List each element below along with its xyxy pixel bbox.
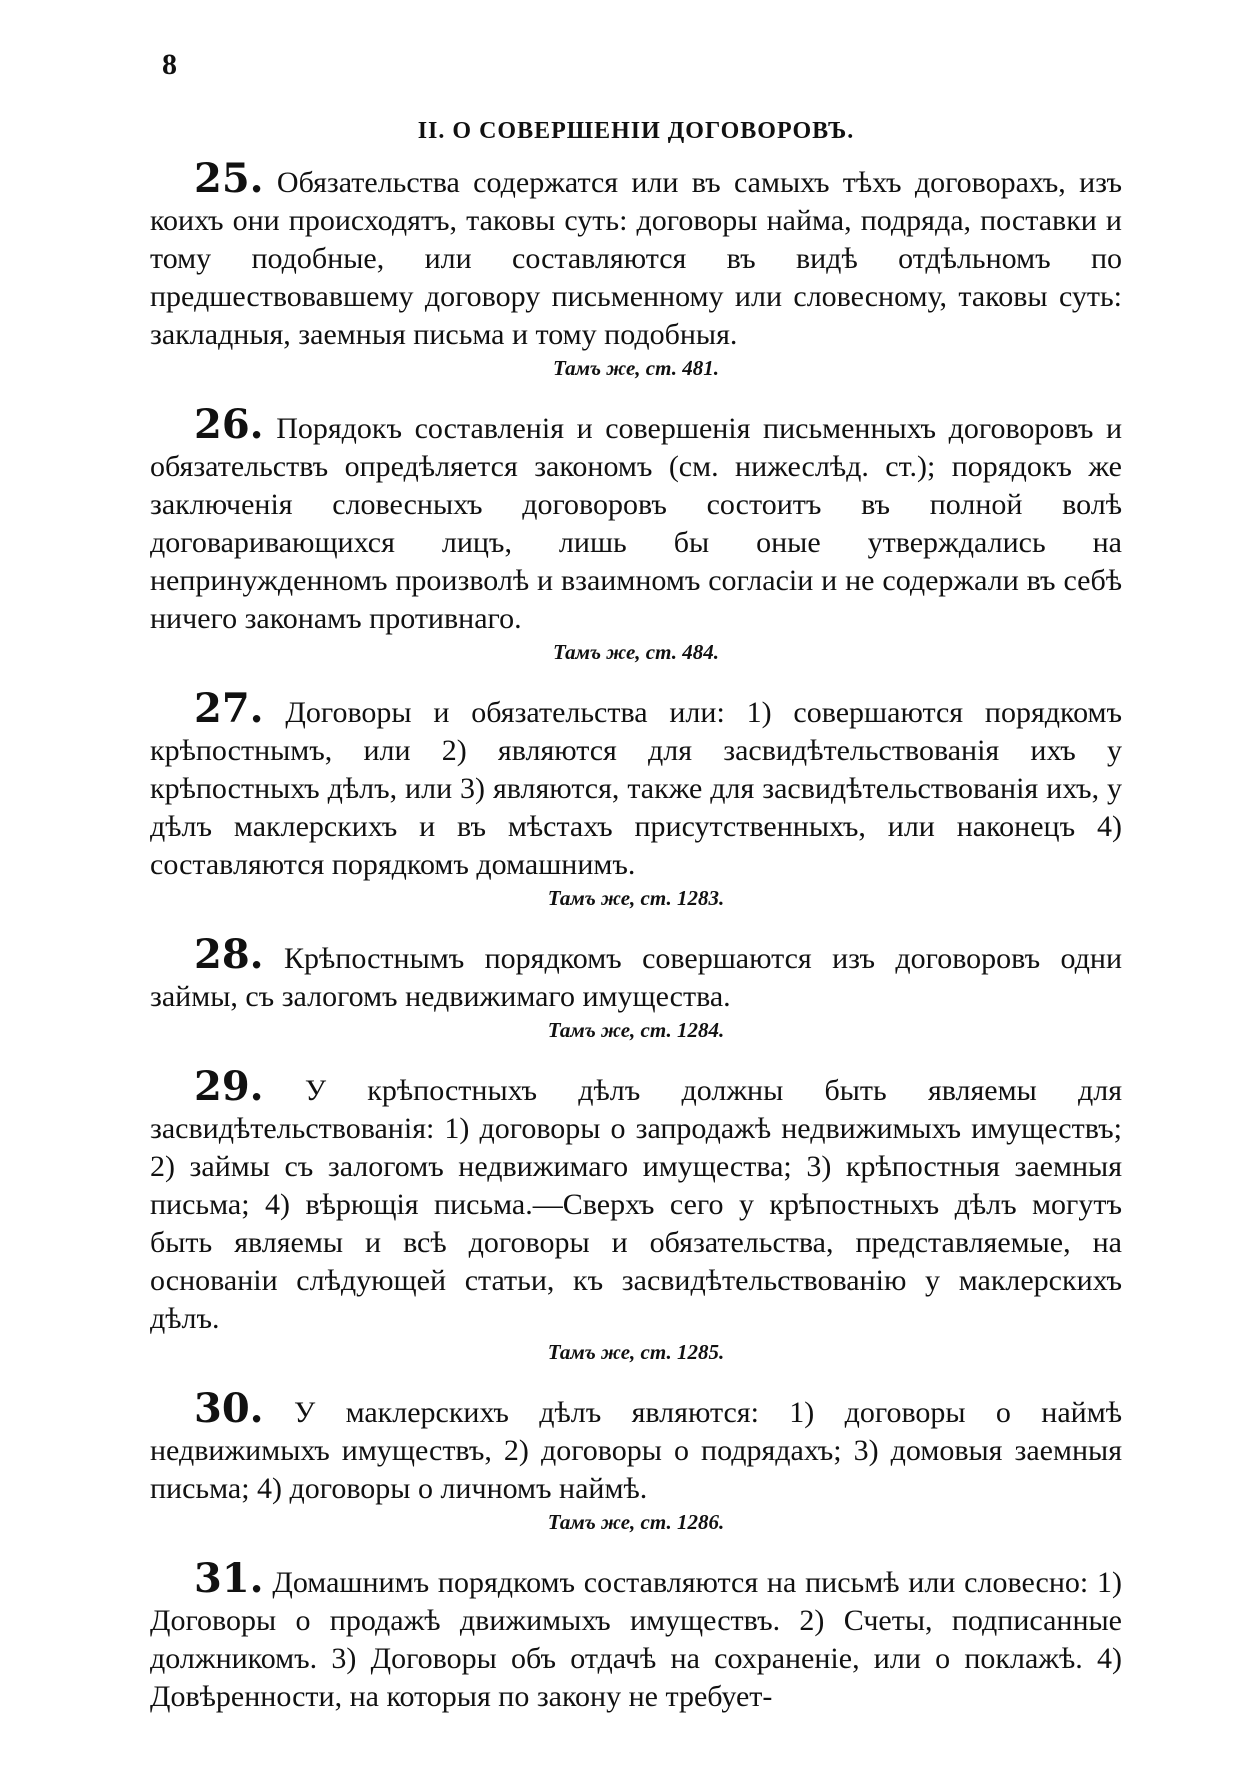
article-25 [150, 155, 1123, 382]
article-number: 26. [194, 401, 264, 448]
article-paragraph [150, 931, 1122, 1016]
article-number: 30. [194, 1385, 264, 1432]
article-31 [150, 1555, 1123, 1716]
article-26 [150, 401, 1123, 666]
article-source: Тамъ же, ст. 1283. [547, 886, 725, 910]
article-text: Договоры и обязательства или: 1) совершаются порядкомъ крѣпостнымъ, или 2) являются для засвидѣтельствованія ихъ у крѣпостныхъ дѣлъ, или 3) являются, также для засвидѣтельствованія ихъ, у дѣлъ маклерскихъ и въ мѣстахъ присутственныхъ, или наконецъ 4) составляются порядкомъ домашнимъ. [150, 696, 1122, 881]
article-source: Тамъ же, ст. 1286. [547, 1510, 725, 1534]
article-text: Крѣпостнымъ порядкомъ совершаются изъ договоровъ одни займы, съ залогомъ недвижимаго имущества. [150, 942, 1122, 1013]
article-source: Тамъ же, ст. 481. [553, 356, 719, 380]
article-number: 27. [194, 685, 264, 732]
article-30 [150, 1385, 1122, 1536]
article-paragraph [150, 685, 1122, 884]
article-29 [150, 1063, 1122, 1366]
article-paragraph [150, 155, 1123, 354]
article-source: Тамъ же, ст. 1284. [547, 1018, 725, 1042]
article-paragraph [150, 401, 1123, 638]
article-source: Тамъ же, ст. 1285. [547, 1340, 725, 1364]
article-source: Тамъ же, ст. 484. [553, 640, 719, 664]
article-paragraph [150, 1063, 1122, 1338]
articles-container [150, 155, 1123, 1740]
article-text: У маклерскихъ дѣлъ являются: 1) договоры о наймѣ недвижимыхъ имуществъ, 2) договоры о подрядахъ; 3) домовыя заемныя письма; 4) договоры о личномъ наймѣ. [150, 1396, 1122, 1505]
article-paragraph [150, 1555, 1123, 1716]
article-number: 28. [194, 931, 264, 978]
article-number: 31. [194, 1555, 264, 1602]
article-text: Домашнимъ порядкомъ составляются на письмѣ или словесно: 1) Договоры о продажѣ движимыхъ имуществъ. 2) Счеты, подписанные должникомъ. 3) Договоры объ отдачѣ на сохраненіе, или о поклажѣ. 4) Довѣренности, на которыя по закону не требует- [150, 1566, 1123, 1713]
article-28 [150, 931, 1122, 1044]
page-number: 8 [162, 48, 177, 81]
article-text: Порядокъ составленія и совершенія письменныхъ договоровъ и обязательствъ опредѣляется закономъ (см. нижеслѣд. ст.); порядокъ же заключенія словесныхъ договоровъ состоитъ въ полной волѣ договаривающихся лицъ, лишь бы оные утверждались на непринужденномъ произволѣ и взаимномъ согласіи и не содержали въ себѣ ничего законамъ противнаго. [150, 412, 1123, 635]
section-title: II. О СОВЕРШЕНІИ ДОГОВОРОВЪ. [417, 118, 855, 144]
article-paragraph [150, 1385, 1122, 1508]
article-27 [150, 685, 1122, 912]
article-number: 29. [194, 1063, 264, 1110]
article-text: Обязательства содержатся или въ самыхъ тѣхъ договорахъ, изъ коихъ они происходятъ, таковы суть: договоры найма, подряда, поставки и тому подобные, или составляются въ видѣ отдѣльномъ по предшествовавшему договору письменному или словесному, таковы суть: закладныя, заемныя письма и тому подобныя. [150, 166, 1123, 351]
article-number: 25. [194, 155, 264, 202]
article-text: У крѣпостныхъ дѣлъ должны быть являемы для засвидѣтельствованія: 1) договоры о запродажѣ недвижимыхъ имуществъ; 2) займы съ залогомъ недвижимаго имущества; 3) крѣпостныя заемныя письма; 4) вѣрющія письма.—Сверхъ сего у крѣпостныхъ дѣлъ могутъ быть являемы и всѣ договоры и обязательства, представляемые, на основаніи слѣдующей статьи, къ засвидѣтельствованію у маклерскихъ дѣлъ. [150, 1074, 1122, 1335]
